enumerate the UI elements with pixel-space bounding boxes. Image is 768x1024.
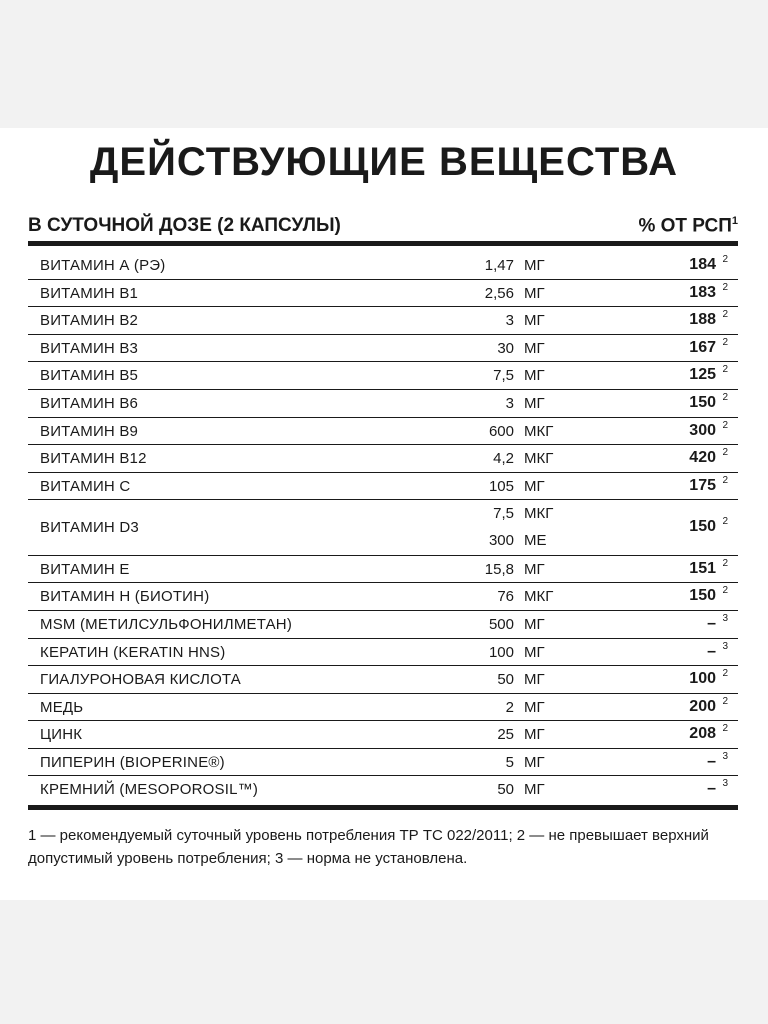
rsp-percent: 167 [689, 338, 716, 356]
rsp-percent: – [707, 752, 716, 770]
footnote-mark: 2 [722, 391, 728, 403]
amount-unit: МГ [524, 257, 545, 274]
table-row [28, 473, 738, 501]
ingredient-name: КЕРАТИН (KERATIN HNS) [40, 643, 226, 661]
amount-value: 3 [505, 394, 514, 412]
table-row [28, 666, 738, 694]
table-row [28, 362, 738, 390]
footnote-mark: 2 [722, 309, 728, 321]
ingredient-name: ВИТАМИН А (РЭ) [40, 257, 166, 274]
footnote-mark: 2 [722, 668, 728, 680]
table-row [28, 694, 738, 722]
footnote-mark: 2 [722, 447, 728, 459]
rsp-percent: – [707, 614, 716, 632]
footnote-mark: 2 [722, 281, 728, 293]
rsp-header-footnote-mark: 1 [731, 215, 738, 227]
ingredient-name: ВИТАМИН В6 [40, 394, 139, 412]
footnote-mark: 2 [722, 723, 728, 735]
rsp-percent: – [707, 780, 716, 798]
ingredient-name: КРЕМНИЙ (MESOPOROSIL™) [40, 781, 259, 799]
table-row [28, 583, 738, 611]
footnote-mark: 3 [722, 612, 728, 624]
page-title: ДЕЙСТВУЮЩИЕ ВЕЩЕСТВА [89, 140, 679, 184]
table-row [28, 749, 738, 777]
amount-value: 100 [488, 643, 514, 661]
ingredient-name: ВИТАМИН В2 [40, 312, 139, 330]
ingredient-name: ЦИНК [40, 726, 83, 744]
amount-value: 50 [497, 781, 514, 799]
table-row [28, 418, 738, 446]
amount-unit: МКГ [524, 588, 554, 606]
rsp-percent: – [707, 642, 716, 660]
rsp-percent: 150 [689, 518, 716, 536]
amount-value: 500 [488, 615, 514, 633]
ingredient-name: МЕДЬ [40, 698, 84, 716]
amount-value: 105 [488, 477, 514, 495]
amount-value-alt: 300 [488, 532, 514, 550]
rsp-percent: 300 [689, 421, 716, 439]
table-row [28, 721, 738, 749]
amount-unit: МГ [524, 477, 545, 495]
amount-unit: МГ [524, 367, 545, 385]
amount-value: 2 [505, 698, 514, 716]
ingredient-name: ВИТАМИН В3 [40, 339, 139, 357]
amount-value: 15,8 [484, 560, 514, 578]
amount-value: 2,56 [484, 284, 514, 302]
footnote-mark: 2 [722, 474, 728, 486]
rsp-percent: 184 [689, 256, 716, 273]
rsp-header-label: % ОТ РСП [638, 215, 732, 237]
footnote-mark: 2 [722, 254, 728, 265]
ingredient-name: ВИТАМИН В12 [40, 450, 147, 468]
rsp-percent: 150 [689, 587, 716, 605]
amount-value: 50 [497, 671, 514, 689]
table-row [28, 252, 738, 280]
ingredient-name: ГИАЛУРОНОВАЯ КИСЛОТА [40, 671, 241, 689]
ingredient-name: ВИТАМИН Е [40, 560, 130, 578]
table-row [28, 556, 738, 584]
amount-unit: МГ [524, 312, 545, 330]
amount-unit-alt: МЕ [524, 532, 547, 550]
ingredient-name: ВИТАМИН В1 [40, 284, 139, 302]
amount-unit: МГ [524, 643, 545, 661]
table-top-rule [28, 241, 738, 246]
amount-unit: МГ [524, 781, 545, 799]
rsp-percent: 183 [689, 283, 716, 301]
table-row [28, 500, 738, 555]
ingredient-name: ПИПЕРИН (BIOPERINE®) [40, 753, 225, 771]
ingredient-name: ВИТАМИН D3 [40, 519, 139, 537]
ingredient-name: MSM (МЕТИЛСУЛЬФОНИЛМЕТАН) [40, 615, 293, 633]
rsp-percent: 208 [689, 725, 716, 743]
amount-value: 4,2 [493, 450, 514, 468]
amount-unit: МГ [524, 753, 545, 771]
rsp-percent: 420 [689, 449, 716, 467]
rsp-percent: 175 [689, 476, 716, 494]
ingredient-name: ВИТАМИН Н (БИОТИН) [40, 588, 210, 606]
ingredient-name: ВИТАМИН С [40, 477, 131, 495]
footnote-mark: 2 [722, 585, 728, 597]
amount-value: 5 [505, 753, 514, 771]
footnote: 1 — рекомендуемый суточный уровень потребления ТР ТС 022/2011; 2 — не превышает верхний допустимый уровень потребления; 3 — норма не установлена. [28, 827, 709, 867]
amount-value: 25 [497, 726, 514, 744]
rsp-percent: 125 [689, 366, 716, 384]
amount-value: 3 [505, 312, 514, 330]
amount-unit: МГ [524, 698, 545, 716]
table-row [28, 280, 738, 308]
rsp-percent: 188 [689, 311, 716, 329]
footnote-mark: 2 [722, 336, 728, 348]
footnote-mark: 2 [722, 695, 728, 707]
amount-unit: МГ [524, 615, 545, 633]
ingredients-table [28, 252, 738, 803]
rsp-percent: 150 [689, 393, 716, 411]
footnote-mark: 3 [722, 640, 728, 652]
amount-unit: МКГ [524, 422, 554, 440]
amount-unit: МГ [524, 671, 545, 689]
amount-value: 600 [488, 422, 514, 440]
table-row [28, 639, 738, 667]
amount-unit: МГ [524, 560, 545, 578]
footnote-mark: 3 [722, 778, 728, 790]
table-row [28, 390, 738, 418]
amount-value: 7,5 [493, 505, 514, 523]
amount-unit: МГ [524, 726, 545, 744]
rsp-percent: 200 [689, 697, 716, 715]
table-row [28, 611, 738, 639]
amount-value: 76 [497, 588, 514, 606]
amount-unit: МГ [524, 339, 545, 357]
amount-unit: МГ [524, 284, 545, 302]
amount-unit: МГ [524, 394, 545, 412]
ingredient-name: ВИТАМИН В9 [40, 422, 139, 440]
dose-header: В СУТОЧНОЙ ДОЗЕ (2 КАПСУЛЫ) [28, 215, 341, 236]
footnote-mark: 2 [722, 557, 728, 569]
table-row [28, 445, 738, 473]
table-row [28, 776, 738, 803]
table-row [28, 307, 738, 335]
amount-value: 7,5 [493, 367, 514, 385]
amount-value: 30 [497, 339, 514, 357]
footnote-mark: 3 [722, 750, 728, 762]
rsp-header [638, 215, 738, 237]
footnote-mark: 2 [722, 364, 728, 376]
rsp-percent: 100 [689, 670, 716, 688]
rsp-percent: 151 [689, 559, 716, 577]
ingredient-name: ВИТАМИН В5 [40, 367, 139, 385]
footnote-mark: 2 [722, 419, 728, 431]
amount-unit: МКГ [524, 505, 554, 523]
footnote-mark: 2 [722, 516, 728, 528]
amount-unit: МКГ [524, 450, 554, 468]
table-bottom-rule [28, 805, 738, 810]
table-row [28, 335, 738, 363]
amount-value: 1,47 [484, 257, 514, 274]
